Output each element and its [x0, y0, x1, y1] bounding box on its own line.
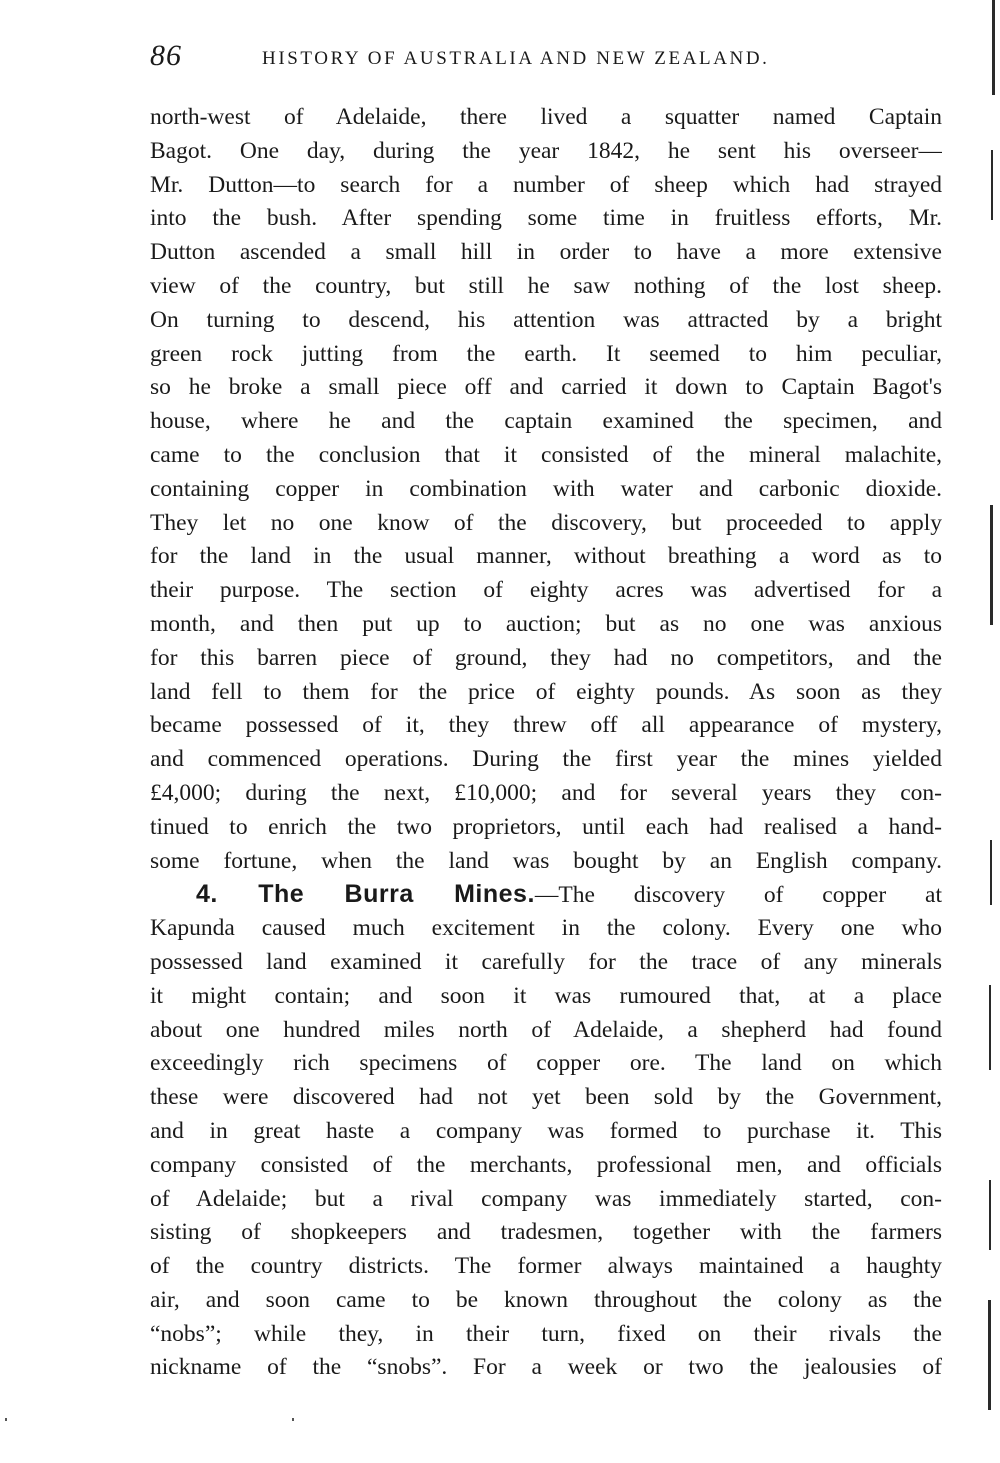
text-line: Dutton ascended a small hill in order to have a more extensive	[150, 239, 942, 266]
text-line: about one hundred miles north of Adelaide, a shepherd had found	[150, 1016, 942, 1043]
text-line: and commenced operations. During the first year the mines yielded	[150, 746, 942, 773]
text-line: into the bush. After spending some time in fruitless efforts, Mr.	[150, 205, 942, 232]
text-line: £4,000; during the next, £10,000; and for several years they con-	[150, 779, 942, 806]
scan-edge-mark	[990, 505, 993, 625]
body-text	[150, 101, 942, 1385]
section-heading-line	[150, 878, 942, 912]
text-line: Mr. Dutton—to search for a number of sheep which had strayed	[150, 171, 942, 198]
text-line: for the land in the usual manner, without breathing a word as to	[150, 543, 942, 570]
scan-edge-mark	[989, 1180, 991, 1250]
text-line: land fell to them for the price of eighty pounds. As soon as they	[150, 678, 942, 705]
text-line: for this barren piece of ground, they had no competitors, and the	[150, 644, 942, 671]
text-line: “nobs”; while they, in their turn, fixed on their rivals the	[150, 1320, 942, 1347]
text-line: nickname of the “snobs”. For a week or two the jealousies of	[150, 1354, 942, 1381]
scan-edge-mark	[989, 985, 991, 1070]
text-line: of the country districts. The former always maintained a haughty	[150, 1253, 942, 1280]
text-line: and in great haste a company was formed to purchase it. This	[150, 1117, 942, 1144]
text-line: green rock jutting from the earth. It seemed to him peculiar,	[150, 340, 942, 367]
scan-edge-mark	[991, 150, 993, 220]
scan-edge-mark	[990, 840, 992, 905]
running-head: HISTORY OF AUSTRALIA AND NEW ZEALAND.	[262, 48, 770, 69]
text-line: month, and then put up to auction; but as no one was anxious	[150, 610, 942, 637]
text-line: air, and soon came to be known throughout the colony as the	[150, 1286, 942, 1313]
text-line: sisting of shopkeepers and tradesmen, together with the farmers	[150, 1219, 942, 1246]
page-number: 86	[150, 39, 182, 72]
text-line: Kapunda caused much excitement in the colony. Every one who	[150, 915, 942, 942]
text-line: possessed land examined it carefully for the trace of any minerals	[150, 948, 942, 975]
text-line: containing copper in combination with water and carbonic dioxide.	[150, 475, 942, 502]
text-line: some fortune, when the land was bought by an English company.	[150, 847, 942, 874]
scan-speck	[292, 1418, 294, 1421]
text-line: company consisted of the merchants, professional men, and officials	[150, 1151, 942, 1178]
text-line: it might contain; and soon it was rumoured that, at a place	[150, 982, 942, 1009]
text-line: tinued to enrich the two proprietors, until each had realised a hand-	[150, 813, 942, 840]
scan-speck	[5, 1418, 7, 1421]
text-line: They let no one know of the discovery, but proceeded to apply	[150, 509, 942, 536]
text-line: view of the country, but still he saw nothing of the lost sheep.	[150, 272, 942, 299]
text-line: Bagot. One day, during the year 1842, he sent his overseer—	[150, 137, 942, 164]
text-line: On turning to descend, his attention was attracted by a bright	[150, 306, 942, 333]
section-heading-continuation: —The discovery of copper at	[534, 882, 942, 909]
text-line: so he broke a small piece off and carried it down to Captain Bagot's	[150, 374, 942, 401]
text-line: came to the conclusion that it consisted of the mineral malachite,	[150, 441, 942, 468]
scan-edge-mark	[988, 1300, 991, 1410]
section-heading: 4. The Burra Mines.	[196, 880, 535, 909]
text-line: became possessed of it, they threw off all appearance of mystery,	[150, 712, 942, 739]
text-line: north-west of Adelaide, there lived a squatter named Captain	[150, 104, 942, 130]
text-line: house, where he and the captain examined the specimen, and	[150, 408, 942, 435]
scan-edge-mark	[992, 0, 995, 95]
text-line: exceedingly rich specimens of copper ore. The land on which	[150, 1050, 942, 1077]
text-line: these were discovered had not yet been sold by the Government,	[150, 1084, 942, 1111]
text-line: of Adelaide; but a rival company was immediately started, con-	[150, 1185, 942, 1212]
text-line: their purpose. The section of eighty acres was advertised for a	[150, 577, 942, 604]
